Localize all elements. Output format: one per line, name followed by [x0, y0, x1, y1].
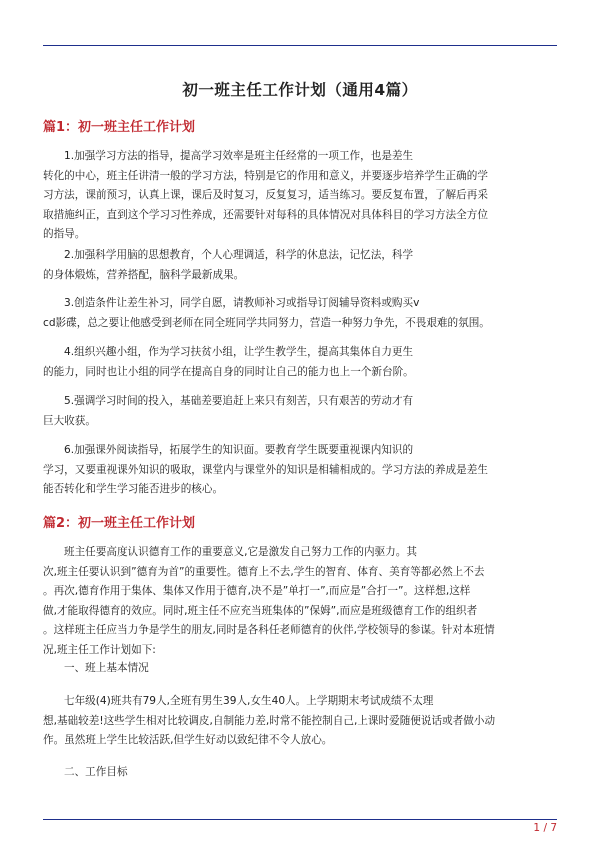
text-line: 的指导。	[43, 228, 86, 241]
text-line: 况,班主任工作计划如下:	[43, 643, 156, 656]
text-line: 1.加强学习方法的指导，提高学习效率是班主任经常的一项工作，也是差生	[64, 150, 414, 162]
text-line: 能否转化和学生学习能否进步的核心。	[43, 483, 224, 496]
subheading-text: 二、工作目标	[64, 766, 128, 778]
s2-subheading-basic-info	[43, 659, 557, 679]
text-line: 3.创造条件让差生补习，同学自愿，请教师补习或指导订阅辅导资料或购买v	[64, 297, 420, 309]
text-line: 七年级(4)班共有79人,全班有男生39人,女生40人。上学期期末考试成绩不太理	[64, 695, 434, 707]
text-line: 学习，又要重视课外知识的吸取，课堂内与课堂外的知识是相辅相成的。学习方法的养成是差生	[43, 463, 488, 476]
header-rule	[43, 45, 557, 46]
text-line: 班主任要高度认识德育工作的重要意义,它是激发自己努力工作的内驱力。其	[64, 546, 417, 558]
text-line: 转化的中心，班主任讲清一般的学习方法，特别是它的作用和意义，并要逐步培养学生正确的学	[43, 169, 488, 182]
s1-paragraph-2	[43, 246, 557, 285]
section-1-heading: 篇1：初一班主任工作计划	[43, 120, 196, 135]
document-title: 初一班主任工作计划（通用4篇）	[182, 81, 418, 99]
s2-intro-paragraph	[43, 543, 557, 661]
text-line: 想,基础较差!这些学生相对比较调皮,自制能力差,时常不能控制自己,上课时爱随便说话或者做小动	[43, 714, 496, 727]
page-number: 1 / 7	[533, 822, 557, 834]
text-line: 习方法，课前预习，认真上课，课后及时复习，反复复习，适当练习。要反复布置，了解后再采	[43, 189, 488, 202]
s1-paragraph-3	[43, 294, 557, 333]
s2-basic-info-paragraph	[43, 692, 557, 751]
text-line: 的身体煅炼，营养搭配，脑科学最新成果。	[43, 268, 245, 281]
text-line: 取措施纠正，直到这个学习习性养成，还需要针对每科的具体情况对具体科目的学习方法全方位	[43, 208, 488, 221]
text-line: 的能力，同时也让小组的同学在提高自身的同时让自己的能力也上一个新台阶。	[43, 365, 414, 378]
text-line: 作。虽然班上学生比较活跃,但学生好动以致纪律不令人放心。	[43, 734, 333, 747]
text-line: 巨大收获。	[43, 414, 96, 427]
s1-paragraph-1	[43, 147, 557, 245]
s1-paragraph-4	[43, 343, 557, 382]
section-2-heading: 篇2：初一班主任工作计划	[43, 516, 196, 531]
text-line: 次,班主任要认识到”德育为首”的重要性。德育上不去,学生的智育、体育、美育等都必然上不去	[43, 565, 485, 578]
text-line: 。这样班主任应当力争是学生的朋友,同时是各科任老师德育的伙伴,学校领导的参谋。针对本班情	[43, 624, 495, 637]
s1-paragraph-6	[43, 441, 557, 500]
text-line: 2.加强科学用脑的思想教育，个人心理调适，科学的休息法，记忆法，科学	[64, 249, 414, 261]
subheading-text: 一、班上基本情况	[64, 662, 149, 674]
text-line: 6.加强课外阅读指导，拓展学生的知识面。要教育学生既要重视课内知识的	[64, 444, 414, 456]
s2-subheading-goals	[43, 763, 557, 783]
footer-rule	[43, 819, 557, 820]
text-line: cd影碟，总之要让他感受到老师在同全班同学共同努力，营造一种努力争先，不畏艰难的氛围。	[43, 316, 490, 329]
text-line: 。再次,德育作用于集体、集体又作用于德育,决不是”单打一”,而应是”合打一”。这样想,这样	[43, 585, 471, 598]
text-line: 做,才能取得德育的效应。同时,班主任不应充当班集体的”保姆”,而应是班级德育工作的组织者	[43, 604, 478, 617]
text-line: 4.组织兴趣小组，作为学习扶贫小组，让学生教学生，提高其集体自力更生	[64, 346, 414, 358]
text-line: 5.强调学习时间的投入，基础差要追赶上来只有刻苦，只有艰苦的劳动才有	[64, 395, 414, 407]
s1-paragraph-5	[43, 392, 557, 431]
